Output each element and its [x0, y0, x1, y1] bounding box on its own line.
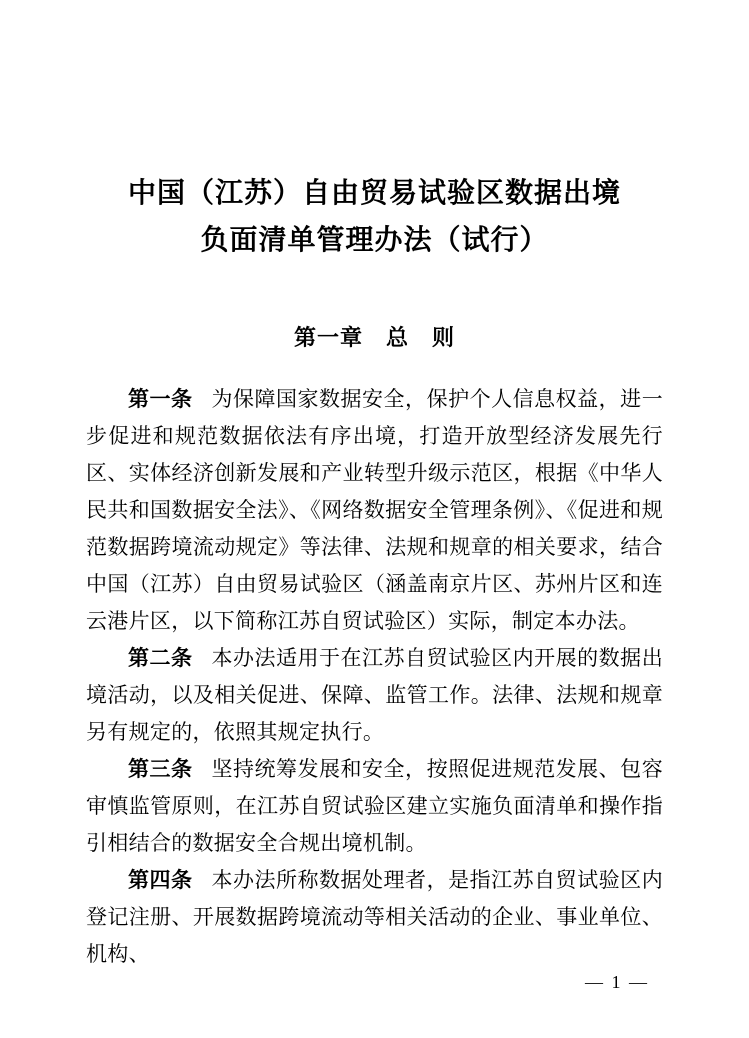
article-4-label: 第四条 — [128, 868, 193, 892]
article-1-label: 第一条 — [128, 387, 193, 411]
document-content — [86, 0, 663, 973]
article-paragraph-1 — [86, 381, 663, 640]
document-title-line-2: 负面清单管理办法（试行） — [200, 225, 549, 256]
article-3-label: 第三条 — [128, 757, 193, 781]
document-title-line-1: 中国（江苏）自由贸易试验区数据出境 — [127, 178, 621, 209]
document-title — [86, 0, 663, 264]
article-4-text: 本办法所称数据处理者，是指江苏自贸试验区内登记注册、开展数据跨境流动等相关活动的企业、事业单位、机构、 — [86, 868, 663, 966]
article-paragraph-3 — [86, 751, 663, 862]
page-number: — 1 — — [585, 972, 649, 992]
article-3-text: 坚持统筹发展和安全，按照促进规范发展、包容审慎监管原则，在江苏自贸试验区建立实施负面清单和操作指引相结合的数据安全合规出境机制。 — [86, 757, 663, 855]
article-2-text: 本办法适用于在江苏自贸试验区内开展的数据出境活动，以及相关促进、保障、监管工作。法律、法规和规章另有规定的，依照其规定执行。 — [86, 646, 663, 744]
article-paragraph-2 — [86, 640, 663, 751]
article-2-label: 第二条 — [128, 646, 193, 670]
chapter-heading: 第一章 总 则 — [293, 325, 455, 350]
article-1-text: 为保障国家数据安全，保护个人信息权益，进一步促进和规范数据依法有序出境，打造开放型经济发展先行区、实体经济创新发展和产业转型升级示范区，根据《中华人民共和国数据安全法》、《网络数据安全管理条例》、《促进和规范数据跨境流动规定》等法律、法规和规章的相关要求，结合中国（江苏）自由贸易试验区（涵盖南京片区、苏州片区和连云港片区，以下简称江苏自贸试验区）实际，制定本办法。 — [86, 387, 663, 633]
article-paragraph-4 — [86, 862, 663, 973]
